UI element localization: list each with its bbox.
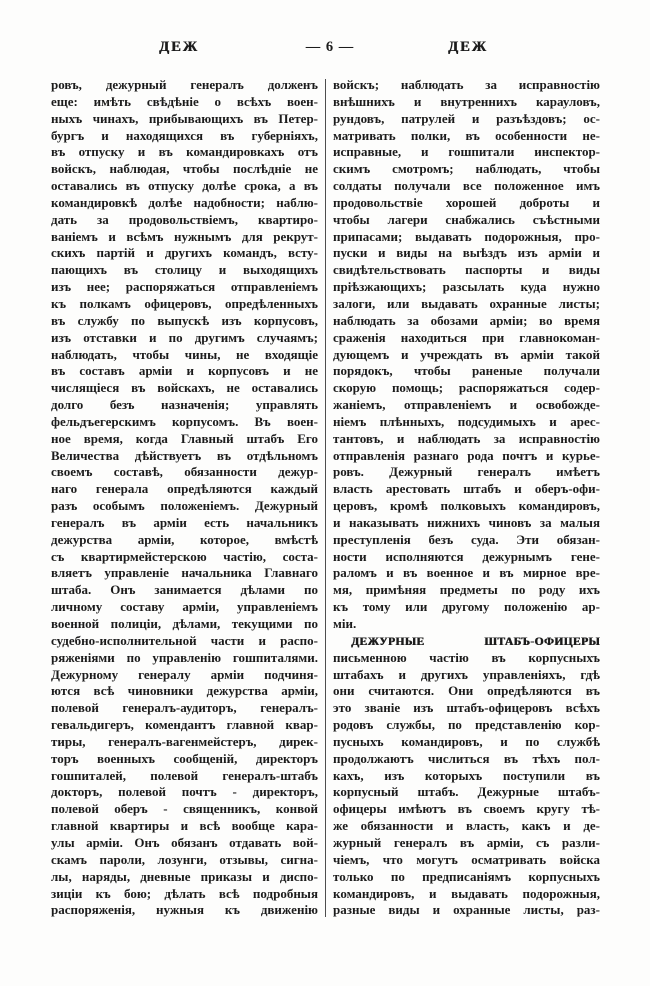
- text-line: отправленія разнаго рода почтъ и курье-: [333, 447, 600, 463]
- text-line: корпусный штабъ. Дежурные штабъ-: [333, 784, 600, 800]
- text-line: ваніемъ и всѣмъ нужнымъ для рекрут-: [51, 228, 318, 244]
- column-divider-rule: [325, 79, 326, 917]
- text-line: командировъ, и выдавать подорожныя,: [333, 885, 600, 901]
- text-line: матривать полки, въ особенности не-: [333, 127, 600, 143]
- text-line: письменною частію въ корпусныхъ: [333, 649, 600, 665]
- left-text-column: [51, 77, 318, 922]
- text-line: распоряженія, нужныя къ движенію: [51, 902, 318, 918]
- text-line: числящіеся въ войскахъ, не оставались: [51, 380, 318, 396]
- text-line: еще: имѣть свѣдѣніе о всѣхъ воен-: [51, 93, 318, 109]
- text-line: съ квартирмейстерскою частію, соста-: [51, 548, 318, 564]
- text-line: наблюдать, чтобы чины, не входящіе: [51, 346, 318, 362]
- text-line: продолжаютъ числиться въ тѣхъ пол-: [333, 750, 600, 766]
- text-line: дать за продовольствіемъ, квартиро-: [51, 211, 318, 227]
- text-line: журный генералъ въ арміи, съ разли-: [333, 834, 600, 850]
- text-line: зиціи къ бою; дѣлать всѣ подробныя: [51, 885, 318, 901]
- text-line: тиры, генералъ-вагенмейстеръ, дирек-: [51, 733, 318, 749]
- text-line: оставались въ отпуску долѣе срока, а въ: [51, 178, 318, 194]
- text-line: это званіе изъ штабъ-офицеровъ всѣхъ: [333, 700, 600, 716]
- text-line: тантовъ, и наблюдать за исправностію: [333, 430, 600, 446]
- text-line: ровъ. Дежурный генералъ имѣетъ: [333, 464, 600, 480]
- text-line: пающихъ въ столицу и выходящихъ: [51, 262, 318, 278]
- text-line: ныхъ чинахъ, прибывающихъ въ Петер-: [51, 110, 318, 126]
- text-line: войскъ, наблюдая, чтобы послѣдніе не: [51, 161, 318, 177]
- text-line: раломъ и въ военное и въ мирное вре-: [333, 565, 600, 581]
- text-line: залоги, или выдавать охранные листы;: [333, 295, 600, 311]
- text-line: пріѣзжающихъ; разсылать куда нужно: [333, 279, 600, 295]
- text-line: міи.: [333, 616, 357, 631]
- text-line: ніемъ плѣнныхъ, подсудимыхъ и арес-: [333, 413, 600, 429]
- text-line: родовъ службы, по представленію кор-: [333, 717, 600, 733]
- text-line: гевальдигеръ, комендантъ главной квар-: [51, 717, 318, 733]
- right-text-column: [333, 77, 600, 922]
- text-line: дежурства арміи, которое, вмѣстѣ: [51, 531, 318, 547]
- text-line: докторъ, полевой почтъ - директоръ,: [51, 784, 318, 800]
- text-line: наго генерала опредѣляются каждый: [51, 481, 318, 497]
- text-line: ряженіями по управленію гошпиталями.: [51, 649, 318, 665]
- text-line: торъ военныхъ сообщеній, директоръ: [51, 750, 318, 766]
- text-line: скихъ партій и другихъ командъ, всту-: [51, 245, 318, 261]
- text-line: фельдъегерскимъ корпусомъ. Въ воен-: [51, 413, 318, 429]
- text-line: дующемъ и учреждать въ арміи такой: [333, 346, 600, 362]
- text-line: гошпиталей, полевой генералъ-штабъ: [51, 767, 318, 783]
- text-line: ности исполняются дежурнымъ гене-: [333, 548, 600, 564]
- entry-headword: ДЕЖУРНЫЕ ШТАБЪ-ОФИЦЕРЫ: [351, 635, 600, 648]
- text-line: скимъ смотромъ; наблюдать, чтобы: [333, 161, 600, 177]
- text-line: чіемъ, что могутъ осматривать войска: [333, 851, 600, 867]
- text-line: своемъ составѣ, обязанности дежур-: [51, 464, 318, 480]
- text-line: лы, наряды, дневные приказы и диспо-: [51, 868, 318, 884]
- text-line: въ составъ арміи и корпусовъ и не: [51, 363, 318, 379]
- text-line: мя, примѣняя предметы по роду ихъ: [333, 582, 600, 598]
- catchword-left: ДЕЖ: [159, 39, 199, 55]
- text-line: въ отпуску и въ командировкахъ отъ: [51, 144, 318, 160]
- text-line: личному составу арміи, управленіемъ: [51, 599, 318, 615]
- text-line: Дежурному генералу арміи подчиня-: [51, 666, 318, 682]
- text-line: рундовъ, патрулей и разъѣздовъ; ос-: [333, 110, 600, 126]
- text-line: и наказывать нижнихъ чиновъ за малыя: [333, 514, 600, 530]
- text-line: власть арестовать штабъ и оберъ-офи-: [333, 481, 600, 497]
- text-line: ются всѣ чиновники дежурства арміи,: [51, 683, 318, 699]
- text-line: ровъ, дежурный генералъ долженъ: [51, 77, 318, 92]
- text-line: къ полкамъ офицеровъ, опредѣленныхъ: [51, 295, 318, 311]
- text-line: наблюдать за обозами арміи; во время: [333, 312, 600, 328]
- text-line: полевой оберъ - священникъ, конвой: [51, 801, 318, 817]
- text-line: скорую помощь; распоряжаться содер-: [333, 380, 600, 396]
- text-line: командировкѣ долѣе надобности; наблю-: [51, 194, 318, 210]
- text-line: жаніемъ, отправленіемъ и освобожде-: [333, 397, 600, 413]
- text-line: сраженія находиться при главнокоман-: [333, 329, 600, 345]
- text-line: вляетъ управленіе начальника Главнаго: [51, 565, 318, 581]
- text-line: церовъ, кромѣ полковыхъ командировъ,: [333, 498, 600, 514]
- text-line: долго безъ назначенія; управлять: [51, 397, 318, 413]
- text-line: офицеры имѣютъ въ своемъ кругу тѣ-: [333, 801, 600, 817]
- text-line: пусныхъ командировъ, и по службѣ: [333, 733, 600, 749]
- text-line: генералъ въ арміи есть начальникъ: [51, 514, 318, 530]
- text-line: преступленія безъ суда. Эти обязан-: [333, 531, 600, 547]
- text-line: продовольствіе хорошей доброты и: [333, 194, 600, 210]
- text-line: только по предписаніямъ корпусныхъ: [333, 868, 600, 884]
- text-line: припасами; выдавать подорожныя, про-: [333, 228, 600, 244]
- text-line: къ тому или другому положенію ар-: [333, 599, 600, 615]
- catchword-right: ДЕЖ: [448, 39, 488, 55]
- text-line: военной полиціи, дѣлами, текущими по: [51, 616, 318, 631]
- text-line: скамъ пароли, лозунги, отзывы, сигна-: [51, 851, 318, 867]
- text-line: полевой генералъ-аудиторъ, генералъ-: [51, 700, 318, 716]
- text-line: изъ отставки и по другимъ случаямъ;: [51, 329, 318, 345]
- text-line: они считаются. Они опредѣляются въ: [333, 683, 600, 699]
- text-line: [333, 633, 600, 650]
- text-line: солдаты получали все положенное имъ: [333, 178, 600, 194]
- text-line: же обязанности и власть, какъ и де-: [333, 818, 600, 834]
- page-number: — 6 —: [305, 39, 355, 55]
- text-line: бургъ и находящихся въ губерніяхъ,: [51, 127, 318, 143]
- text-line: исправные, и гошпитали инспектор-: [333, 144, 600, 160]
- text-line: разные виды и охранные листы, раз-: [333, 902, 600, 918]
- text-line: изъ нее; распоряжаться отправленіемъ: [51, 279, 318, 295]
- text-line: войскъ; наблюдать за исправностію: [333, 77, 600, 92]
- text-line: пуски и виды на выѣздъ изъ арміи и: [333, 245, 600, 261]
- text-line: штаба. Онъ занимается дѣлами по: [51, 582, 318, 598]
- text-line: ное время, когда Главный штабъ Его: [51, 430, 318, 446]
- text-line: штабахъ и другихъ управленіяхъ, гдѣ: [333, 666, 600, 682]
- text-line: кахъ, изъ которыхъ поступили въ: [333, 767, 600, 783]
- text-line: порядокъ, чтобы раненые получали: [333, 363, 600, 379]
- text-line: судебно-исполнительной части и распо-: [51, 632, 318, 648]
- text-line: свидѣтельствовать паспорты и виды: [333, 262, 600, 278]
- text-line: главной квартиры и всѣ вообще кара-: [51, 818, 318, 834]
- text-line: внѣшнихъ и внутреннихъ карауловъ,: [333, 93, 600, 109]
- text-line: улы арміи. Онъ обязанъ отдавать вой-: [51, 834, 318, 850]
- text-line: въ службу по выпускѣ изъ корпусовъ,: [51, 312, 318, 328]
- text-line: Величества дѣйствуетъ въ отдѣльномъ: [51, 447, 318, 463]
- text-line: разъ особымъ положеніемъ. Дежурный: [51, 498, 318, 514]
- text-line: чтобы лагери снабжались съѣстными: [333, 211, 600, 227]
